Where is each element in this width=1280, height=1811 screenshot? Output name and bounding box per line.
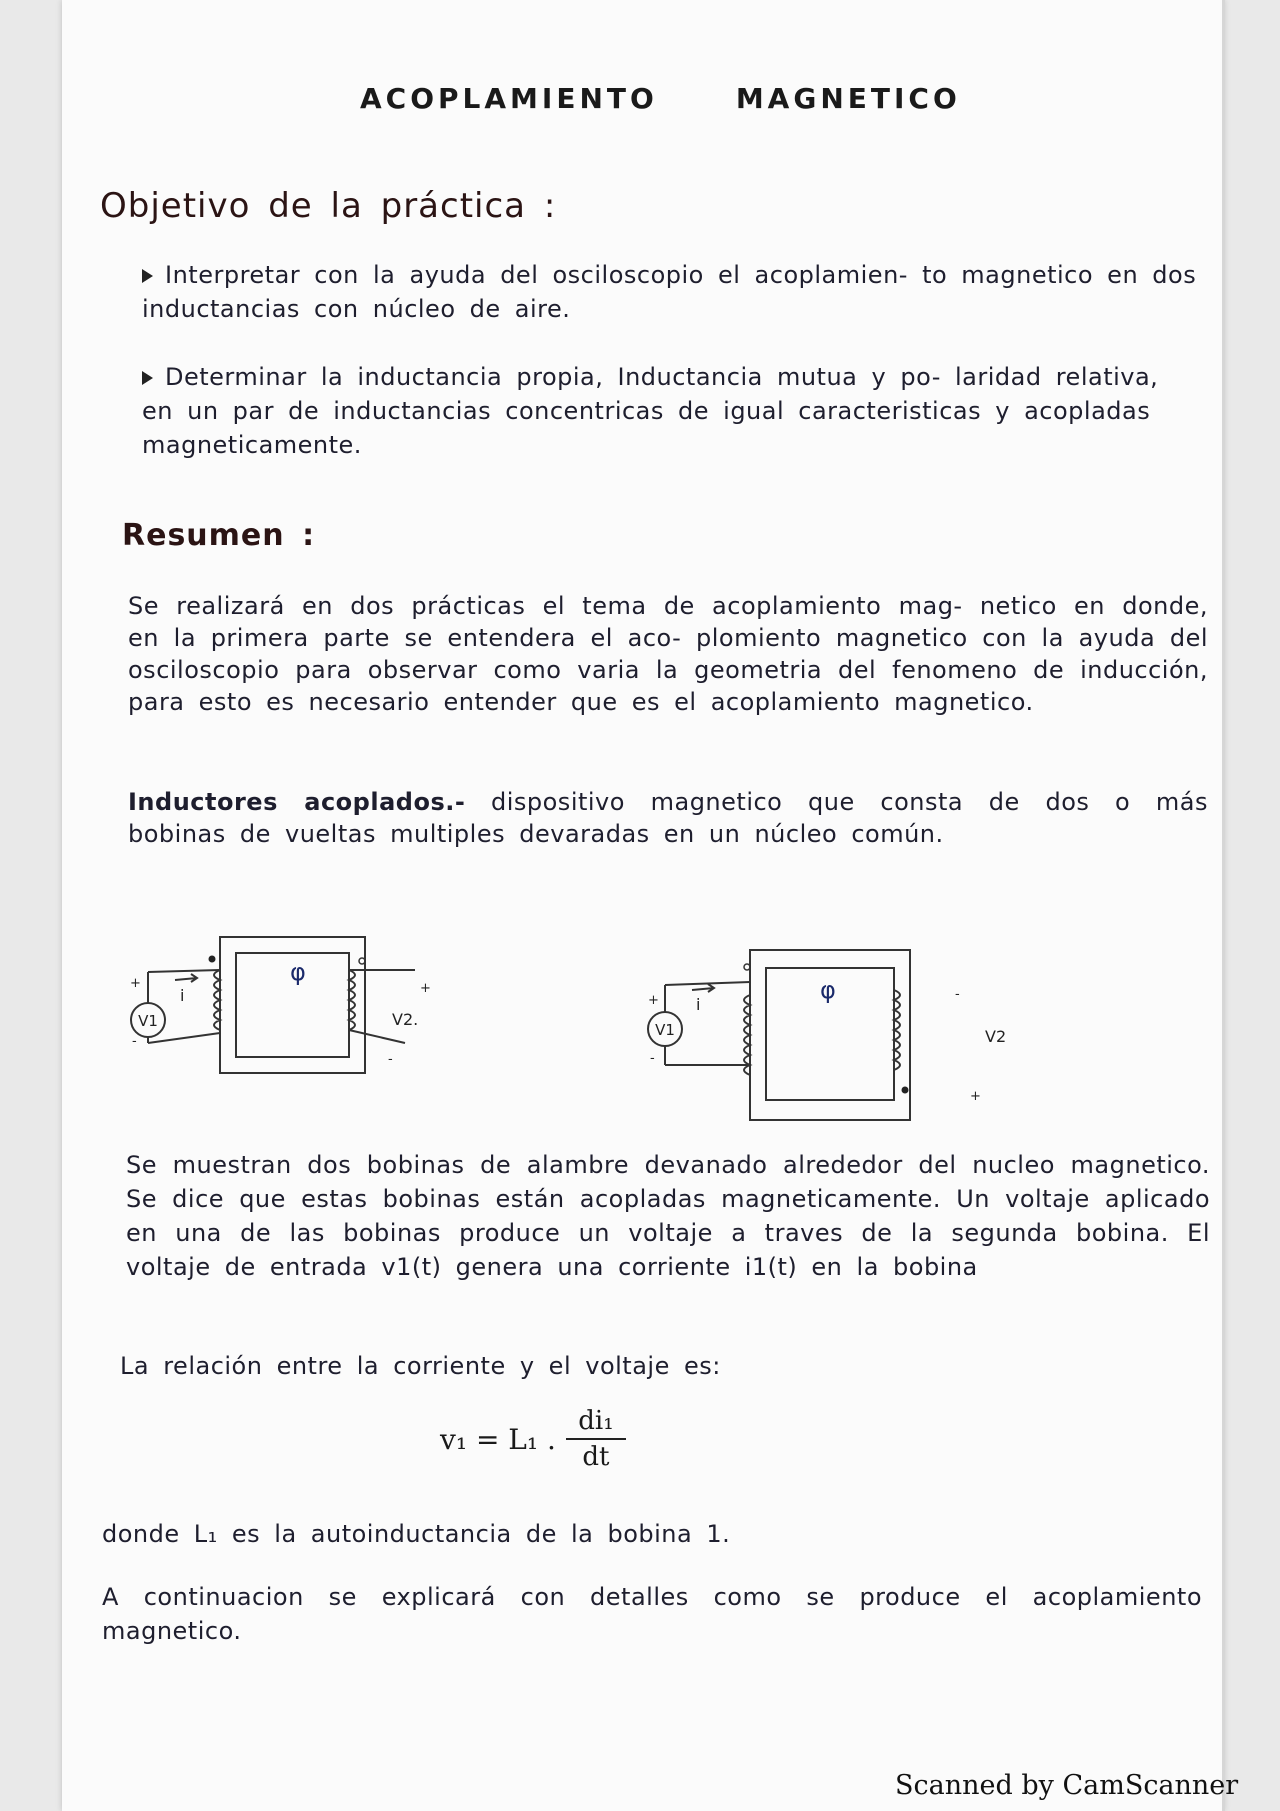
- inductores-definition: dispositivo magnetico que consta de dos o más bobinas de vueltas multiples devaradas en un núcleo común.: [128, 788, 1208, 848]
- flux-label: φ: [820, 976, 836, 1004]
- bullet-arrow-icon: [142, 371, 153, 385]
- title-word-1: ACOPLAMIENTO: [360, 82, 658, 115]
- output-minus: -: [388, 1052, 393, 1067]
- formula-lhs: v₁ = L₁ .: [440, 1422, 556, 1456]
- objetivo-heading: Objetivo de la práctica :: [100, 186, 557, 226]
- secondary-bottom-wire: [349, 1030, 405, 1043]
- formula-numerator: di₁: [578, 1406, 614, 1436]
- primary-bottom-wire: [148, 1033, 220, 1043]
- objetivo-bullet-2: [142, 360, 1202, 462]
- formula-fraction: [566, 1406, 626, 1472]
- source-minus: -: [650, 1051, 655, 1066]
- source-minus: -: [132, 1034, 137, 1049]
- bullet-1-text: Interpretar con la ayuda del osciloscopio el acoplamien- to magnetico en dos inductancias con núcleo de aire.: [142, 261, 1197, 323]
- output-plus: +: [970, 1089, 981, 1104]
- donde-line: donde L₁ es la autoinductancia de la bobina 1.: [102, 1520, 731, 1548]
- current-arrow-icon: [175, 974, 197, 982]
- output-plus: +: [420, 981, 431, 996]
- scanner-watermark: Scanned by CamScanner: [895, 1770, 1239, 1801]
- title-word-2: MAGNETICO: [735, 82, 961, 115]
- resumen-paragraph: Se realizará en dos prácticas el tema de acoplamiento mag- netico en donde, en la primera parte se entendera el aco- plomiento magnetico con la ayuda del osciloscopio para observar como varia la geometria del fenomeno de inducción, para esto es necesario entender que es el acoplamiento magnetico.: [128, 592, 1208, 716]
- bobinas-paragraph: Se muestran dos bobinas de alambre devanado alrededor del nucleo magnetico. Se dice que estas bobinas están acopladas magneticamente. Un voltaje aplicado en una de las bobinas produce un voltaje a traves de la segunda bobina. El voltaje de entrada v1(t) genera una corriente i1(t) en la bobina: [126, 1151, 1210, 1281]
- formula-denominator: dt: [582, 1442, 610, 1472]
- bullet-arrow-icon: [142, 269, 153, 283]
- primary-coil: [214, 970, 220, 1030]
- bullet-2-text: Determinar la inductancia propia, Inductancia mutua y po- laridad relativa, en un par de inductancias concentricas de igual caracteristicas y acopladas magneticamente.: [142, 363, 1159, 459]
- primary-top-wire: [148, 970, 220, 972]
- relacion-line: La relación entre la corriente y el voltaje es:: [120, 1352, 721, 1380]
- flux-label: φ: [290, 958, 306, 986]
- source-label: V1: [655, 1021, 675, 1039]
- continuacion-paragraph: A continuacion se explicará con detalles como se produce el acoplamiento magnetico.: [102, 1583, 1202, 1645]
- polarity-dot-icon: [209, 956, 216, 963]
- current-label: i: [696, 995, 701, 1014]
- page-title: [360, 82, 961, 115]
- current-label: i: [180, 986, 185, 1005]
- inductores-term: Inductores acoplados.-: [128, 788, 466, 816]
- output-label: V2.: [392, 1010, 419, 1029]
- transformer-diagram-right: [640, 940, 1020, 1125]
- output-label: V2: [985, 1027, 1007, 1046]
- inductores-paragraph: [128, 786, 1208, 850]
- transformer-diagram-left: [120, 925, 440, 1080]
- resumen-heading: Resumen :: [122, 518, 316, 553]
- voltage-formula: [440, 1406, 626, 1472]
- fraction-bar: [566, 1438, 626, 1440]
- primary-top-wire: [665, 982, 750, 985]
- current-arrow-icon: [692, 984, 714, 992]
- output-minus: -: [955, 987, 960, 1002]
- source-plus: +: [130, 976, 141, 991]
- secondary-coil: [349, 970, 355, 1030]
- source-plus: +: [648, 993, 659, 1008]
- source-label: V1: [138, 1012, 158, 1030]
- polarity-dot-icon: [902, 1087, 909, 1094]
- objetivo-bullet-1: [142, 258, 1202, 326]
- page-edge: [1222, 0, 1225, 1811]
